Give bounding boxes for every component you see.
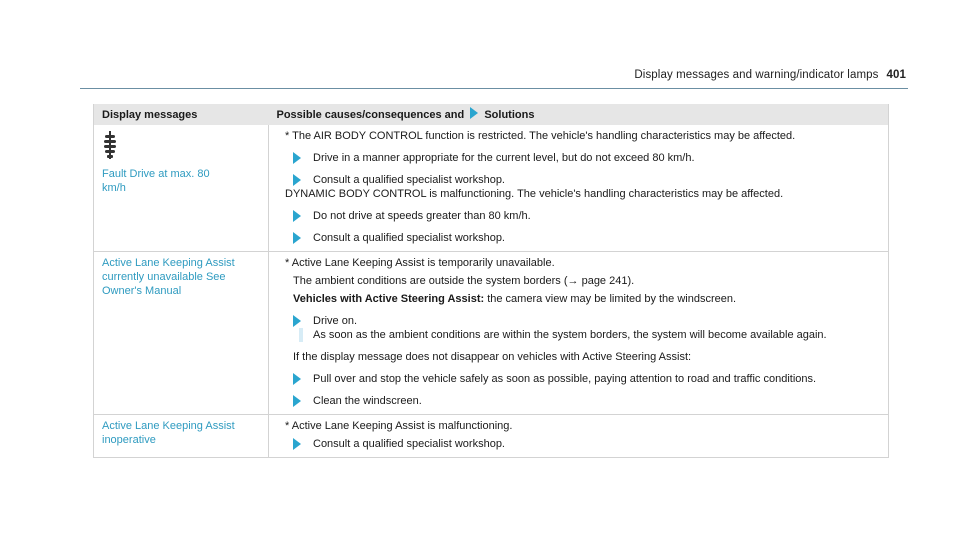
col-header-prefix: Possible causes/consequences and (276, 109, 465, 121)
causes-cell (269, 125, 889, 252)
suspension-lamp-icon (102, 131, 118, 159)
table-row (94, 252, 889, 415)
header-title: Display messages and warning/indicator lamps (634, 69, 879, 81)
causes-cell (269, 252, 889, 415)
solution-step (285, 173, 880, 187)
bold-lead: Vehicles with Active Steering Assist: (293, 293, 485, 305)
col-header-causes-solutions (269, 104, 889, 125)
arrow-right-icon (293, 438, 301, 450)
solution-step (285, 437, 880, 451)
solution-step (285, 314, 880, 342)
message-line: currently unavailable See (102, 271, 226, 283)
page-number: 401 (886, 69, 906, 81)
header-rule (80, 88, 908, 89)
page-header (0, 0, 960, 92)
step-text: Drive on. (313, 315, 358, 327)
arrow-right-icon (293, 174, 301, 186)
result-bar (299, 328, 303, 342)
message-cell (94, 252, 269, 415)
cause-text: DYNAMIC BODY CONTROL is malfunctioning. The vehicle's handling characteristics may be affected. (285, 188, 784, 200)
note-rest: the camera view may be limited by the windscreen. (484, 293, 737, 305)
step-text: Consult a qualified specialist workshop. (313, 174, 505, 186)
arrow-right-icon (293, 152, 301, 164)
arrow-right-icon (293, 395, 301, 407)
solution-step (285, 151, 880, 165)
display-messages-table (93, 104, 889, 458)
step-result: As soon as the ambient conditions are within the system borders, the system will become available again. (313, 329, 827, 341)
solution-step (285, 372, 880, 386)
cause-text: * Active Lane Keeping Assist is malfunctioning. (285, 420, 513, 432)
step-text: Consult a qualified specialist workshop. (313, 232, 505, 244)
step-text: Do not drive at speeds greater than 80 km/h. (313, 210, 531, 222)
message-line: inoperative (102, 434, 156, 446)
condition-note: If the display message does not disappear on vehicles with Active Steering Assist: (293, 351, 692, 363)
arrow-right-icon (293, 210, 301, 222)
message-text (102, 167, 260, 195)
solution-step (285, 394, 880, 408)
step-text: Pull over and stop the vehicle safely as soon as possible, paying attention to road and traffic conditions. (313, 373, 817, 385)
arrow-right-icon (293, 232, 301, 244)
message-line: Fault Drive at max. 80 (102, 168, 210, 180)
step-text: Drive in a manner appropriate for the current level, but do not exceed 80 km/h. (313, 152, 695, 164)
solution-step (285, 209, 880, 223)
message-cell (94, 125, 269, 252)
table-header-row (94, 104, 889, 125)
table-row (94, 415, 889, 458)
col-header-suffix: Solutions (484, 109, 535, 121)
arrow-right-icon (293, 315, 301, 327)
table-row (94, 125, 889, 252)
cause-text: * The AIR BODY CONTROL function is restricted. The vehicle's handling characteristics may be affected. (285, 130, 796, 142)
message-line: Active Lane Keeping Assist (102, 257, 235, 269)
step-text: Clean the windscreen. (313, 395, 422, 407)
message-line: Active Lane Keeping Assist (102, 420, 235, 432)
causes-cell (269, 415, 889, 458)
solution-step (285, 231, 880, 245)
message-cell (94, 415, 269, 458)
message-line: km/h (102, 182, 126, 194)
message-text (102, 256, 260, 298)
message-text (102, 419, 260, 447)
message-line: Owner's Manual (102, 285, 182, 297)
arrow-right-icon (293, 373, 301, 385)
cause-text: * Active Lane Keeping Assist is temporarily unavailable. (285, 257, 555, 269)
step-text: Consult a qualified specialist workshop. (313, 438, 505, 450)
cause-detail: The ambient conditions are outside the system borders (→ page 241). (293, 275, 635, 287)
arrow-right-icon (470, 107, 478, 119)
running-header (634, 69, 906, 81)
vehicle-note (285, 292, 880, 306)
col-header-display-messages: Display messages (94, 104, 269, 125)
